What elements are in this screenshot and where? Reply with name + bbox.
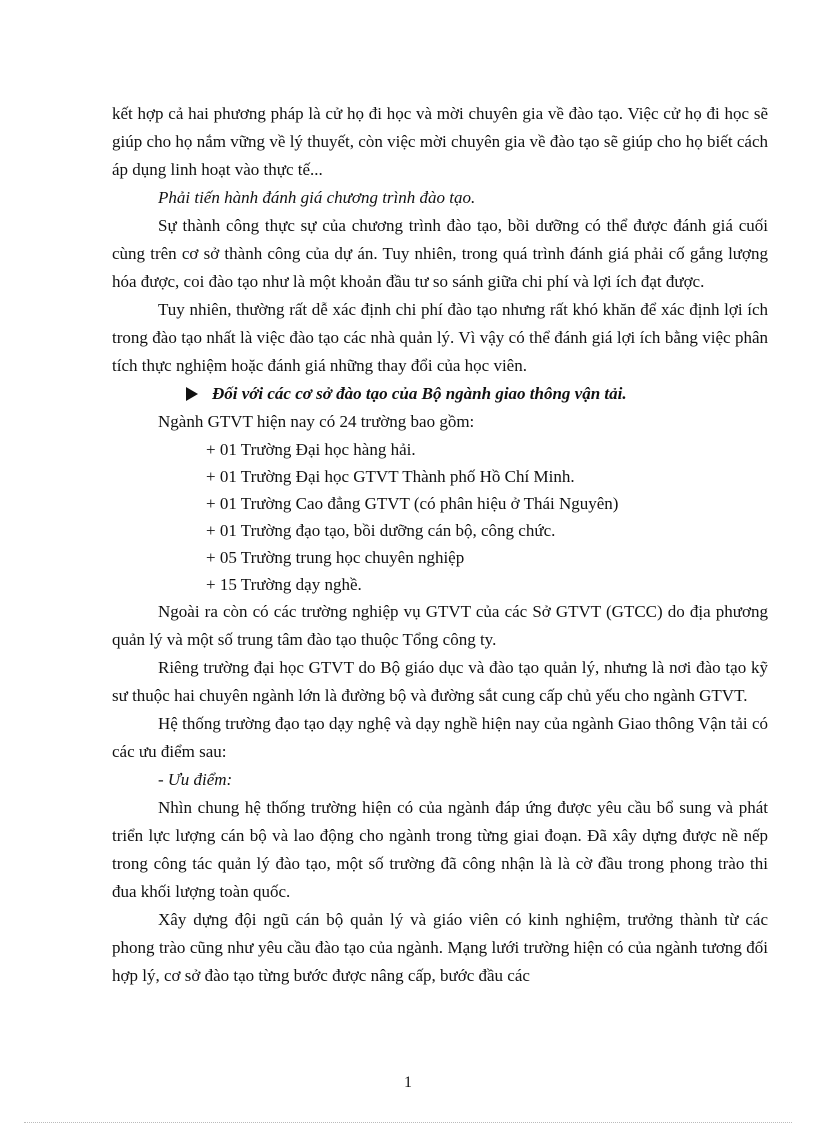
heading-evaluate-program: Phải tiến hành đánh giá chương trình đào tạo. [158,188,476,207]
section-heading-text: Đối với các cơ sở đào tạo của Bộ ngành giao thông vận tải. [212,384,627,403]
list-item: + 01 Trường Cao đẳng GTVT (có phân hiệu ở Thái Nguyên) [206,494,619,513]
list-item: + 01 Trường Đại học GTVT Thành phố Hồ Chí Minh. [206,467,575,486]
list-item: + 05 Trường trung học chuyên nghiệp [206,548,465,567]
paragraph-overview: Nhìn chung hệ thống trường hiện có của ngành đáp ứng được yêu cầu bổ sung và phát triển lực lượng cán bộ và lao động cho ngành trong từng giai đoạn. Đã xây dựng được nề nếp trong công tác quản lý đào tạo, một số trường đã công nhận là là cờ đầu trong phong trào thi đua khối lượng toàn quốc. [112,798,768,901]
list-item: + 01 Trường Đại học hàng hải. [206,440,416,459]
paragraph-training-methods: kết hợp cả hai phương pháp là cử họ đi học và mời chuyên gia về đào tạo. Việc cử họ đi học sẽ giúp cho họ nắm vững về lý thuyết, còn việc mời chuyên gia về đào tạo sẽ giúp cho họ biết cách áp dụng linh hoạt vào thực tế... [112,104,768,179]
document-body [112,100,768,990]
paragraph-staff-network: Xây dựng đội ngũ cán bộ quản lý và giáo viên có kinh nghiệm, trưởng thành từ các phong trào cũng như yêu cầu đào tạo của ngành. Mạng lưới trường hiện có của ngành tương đối hợp lý, cơ sở đào tạo từng bước được nâng cấp, bước đầu các [112,910,768,985]
paragraph-other-schools: Ngoài ra còn có các trường nghiệp vụ GTVT của các Sở GTVT (GTCC) do địa phương quản lý và một số trung tâm đào tạo thuộc Tổng công ty. [112,602,768,649]
paragraph-school-count: Ngành GTVT hiện nay có 24 trường bao gồm: [158,412,475,431]
paragraph-system-advantages: Hệ thống trường đạo tạo dạy nghệ và dạy nghề hiện nay của ngành Giao thông Vận tải có các ưu điểm sau: [112,714,768,761]
paragraph-cost-benefit: Tuy nhiên, thường rất dễ xác định chi phí đào tạo nhưng rất khó khăn để xác định lợi ích trong đào tạo nhất là việc đào tạo các nhà quản lý. Vì vậy có thể đánh giá lợi ích bằng việc phân tích thực nghiệm hoặc đánh giá những thay đổi của học viên. [112,300,768,375]
list-item: + 01 Trường đạo tạo, bồi dưỡng cán bộ, công chức. [206,521,556,540]
section-heading-transport-schools [112,380,768,408]
page-number: 1 [404,1074,412,1091]
paragraph-university: Riêng trường đại học GTVT do Bộ giáo dục và đào tạo quản lý, nhưng là nơi đào tạo kỹ sư thuộc hai chuyên ngành lớn là đường bộ và đường sắt cung cấp chủ yếu cho ngành GTVT. [112,658,768,705]
paragraph-success-evaluation: Sự thành công thực sự của chương trình đào tạo, bồi dưỡng có thể được đánh giá cuối cùng trên cơ sở thành công của dự án. Tuy nhiên, trong quá trình đánh giá phải cố gắng lượng hóa được, coi đào tạo như là một khoản đầu tư so sánh giữa chi phí và lợi ích đạt được. [112,216,768,291]
list-item: + 15 Trường dạy nghề. [206,575,362,594]
arrow-bullet-icon [186,387,198,401]
heading-advantages: - Ưu điểm: [158,770,233,789]
